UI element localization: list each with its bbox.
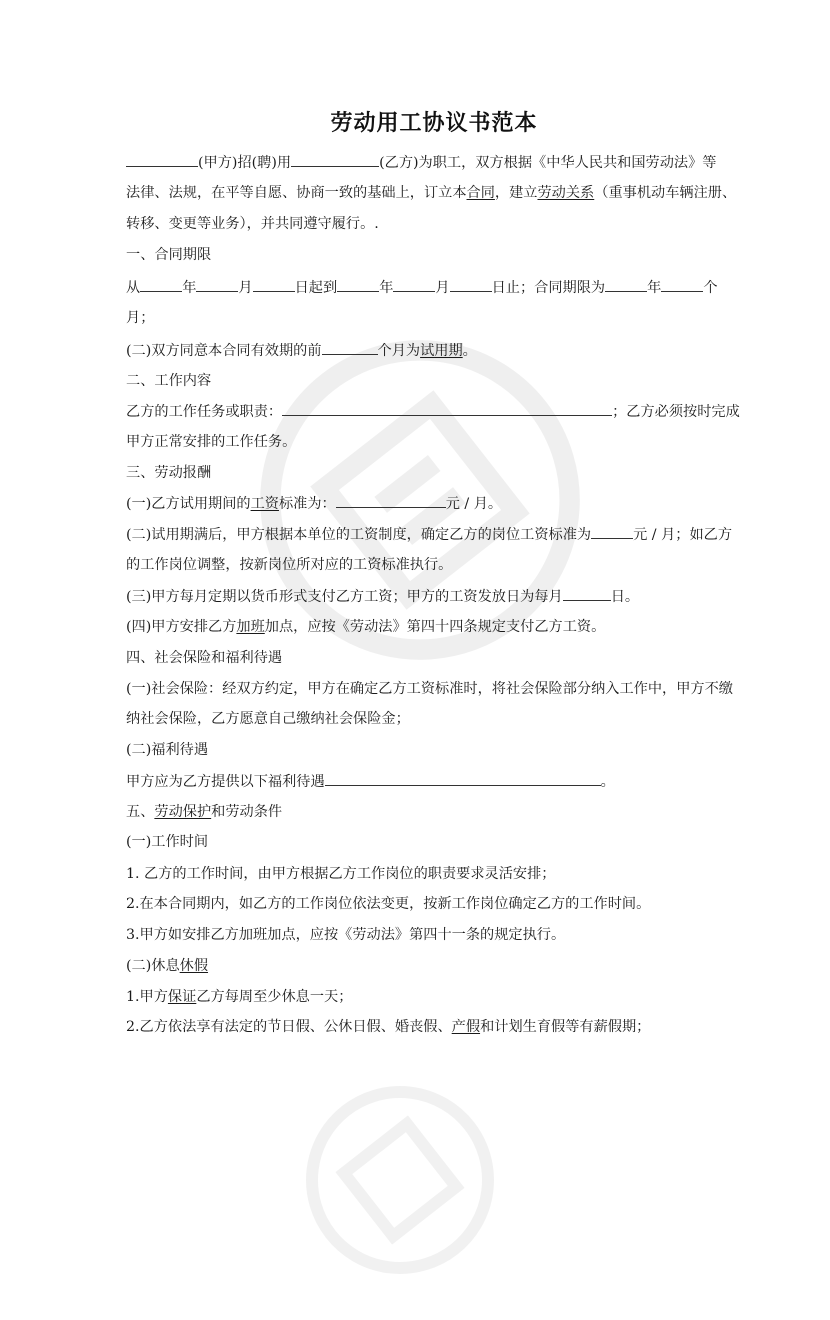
- text-line: [126, 308, 154, 328]
- text-run: (一)乙方试用期间的: [126, 496, 251, 512]
- underlined-term: 产假: [451, 1019, 481, 1035]
- text-line: [126, 586, 639, 607]
- text-run: 1. 乙方的工作时间，由甲方根据乙方工作岗位的职责要求灵活安排；: [126, 866, 556, 882]
- underlined-term: 合同: [466, 185, 495, 201]
- text-line: [126, 740, 208, 760]
- text-run: 甲方应为乙方提供以下福利待遇: [126, 774, 325, 790]
- fill-in-blank: [140, 277, 182, 292]
- text-line: [126, 617, 605, 637]
- fill-in-blank: [336, 493, 446, 508]
- fill-in-blank: [393, 277, 435, 292]
- underlined-term: 保证: [167, 989, 197, 1005]
- fill-in-blank: [591, 524, 633, 539]
- fill-in-blank: [337, 277, 379, 292]
- text-run: 二、工作内容: [126, 373, 212, 389]
- text-line: [126, 340, 477, 361]
- text-run: 。: [462, 343, 477, 359]
- section-heading: [126, 802, 282, 822]
- section-heading: [126, 648, 282, 668]
- text-line: [126, 1017, 650, 1037]
- text-run: 日止；合同期限为: [491, 280, 606, 296]
- fill-in-blank: [291, 152, 379, 167]
- text-run: (一)社会保险：经双方约定，甲方在确定乙方工资标准时，将社会保险部分纳入工作中，甲方不缴: [126, 681, 733, 697]
- text-run: 2.乙方依法享有法定的节日假、公休日假、婚丧假、: [126, 1019, 452, 1035]
- fill-in-blank: [563, 586, 611, 601]
- text-run: 日起到: [294, 280, 338, 296]
- text-line: [126, 214, 379, 234]
- text-run: 元 / 月；如乙方: [633, 527, 733, 543]
- text-run: 3.甲方如安排乙方加班加点，应按《劳动法》第四十一条的规定执行。: [126, 927, 566, 943]
- text-line: [126, 679, 733, 699]
- fill-in-blank: [282, 401, 612, 416]
- text-run: (二)福利待遇: [126, 742, 209, 758]
- text-run: 和计划生育假等有薪假期；: [480, 1019, 651, 1035]
- fill-in-blank: [450, 277, 492, 292]
- text-run: (二)双方同意本合同有效期的前: [126, 343, 322, 359]
- underlined-term: 休假: [179, 958, 209, 974]
- text-run: 年: [182, 280, 197, 296]
- section-heading: [126, 245, 211, 265]
- text-run: 年: [379, 280, 394, 296]
- text-run: (乙方)为职工，双方根据《中华人民共和国劳动法》等: [379, 155, 717, 171]
- text-line: [126, 432, 296, 452]
- text-line: [126, 493, 502, 514]
- text-run: 标准为：: [278, 496, 336, 512]
- text-line: [126, 152, 716, 173]
- text-run: 元 / 月。: [445, 496, 503, 512]
- text-run: 三、劳动报酬: [126, 465, 212, 481]
- text-run: (二)试用期满后，甲方根据本单位的工资制度，确定乙方的岗位工资标准为: [126, 527, 592, 543]
- text-run: 乙方的工作任务或职责：: [126, 404, 283, 420]
- text-line: [126, 771, 615, 792]
- fill-in-blank: [661, 277, 703, 292]
- text-run: 个: [703, 280, 718, 296]
- text-line: [126, 956, 208, 976]
- text-run: 月: [435, 280, 450, 296]
- text-run: 转移、变更等业务），并共同遵守履行。.: [126, 216, 379, 232]
- watermark-logo-bottom: [260, 1040, 541, 1320]
- section-heading: [126, 463, 211, 483]
- underlined-term: 试用期: [420, 343, 463, 359]
- fill-in-blank: [322, 340, 378, 355]
- text-line: [126, 925, 565, 945]
- text-line: [126, 832, 208, 852]
- text-run: 。: [600, 774, 615, 790]
- fill-in-blank: [126, 152, 198, 167]
- text-line: [126, 894, 650, 914]
- text-run: 法律、法规，在平等自愿、协商一致的基础上，订立本: [126, 185, 467, 201]
- text-line: [126, 277, 718, 298]
- text-run: ，建立: [494, 185, 538, 201]
- text-run: 从: [126, 280, 141, 296]
- text-run: ；乙方必须按时完成: [612, 404, 740, 420]
- text-run: 年: [647, 280, 662, 296]
- text-run: 月；: [126, 310, 155, 326]
- underlined-term: 加班: [236, 619, 265, 635]
- text-run: 的工作岗位调整，按新岗位所对应的工资标准执行。: [126, 557, 453, 573]
- text-run: (一)工作时间: [126, 834, 209, 850]
- text-run: 甲方正常安排的工作任务。: [126, 434, 297, 450]
- text-run: (四)甲方安排乙方: [126, 619, 237, 635]
- text-line: [126, 709, 410, 729]
- fill-in-blank: [325, 771, 601, 786]
- text-line: [126, 555, 452, 575]
- text-run: 乙方每周至少休息一天；: [196, 989, 353, 1005]
- underlined-term: 劳动保护: [154, 804, 212, 820]
- fill-in-blank: [253, 277, 295, 292]
- section-heading: [126, 371, 211, 391]
- text-run: 1.甲方: [126, 989, 168, 1005]
- fill-in-blank: [196, 277, 238, 292]
- text-run: 月: [238, 280, 253, 296]
- underlined-term: 工资: [250, 496, 279, 512]
- text-line: [126, 401, 740, 422]
- text-run: 和劳动条件: [211, 804, 283, 820]
- text-run: 纳社会保险，乙方愿意自己缴纳社会保险金；: [126, 711, 410, 727]
- text-run: (二)休息: [126, 958, 180, 974]
- text-run: (甲方)招(聘)用: [198, 155, 292, 171]
- text-line: [126, 183, 736, 203]
- text-run: （重事机动车辆注册、: [594, 185, 737, 201]
- text-run: 2.在本合同期内，如乙方的工作岗位依法变更，按新工作岗位确定乙方的工作时间。: [126, 896, 651, 912]
- text-line: [126, 864, 556, 884]
- text-run: 五、: [126, 804, 155, 820]
- text-line: [126, 524, 732, 545]
- text-run: 四、社会保险和福利待遇: [126, 650, 283, 666]
- text-line: [126, 987, 352, 1007]
- text-run: 个月为: [377, 343, 421, 359]
- text-run: 加点，应按《劳动法》第四十四条规定支付乙方工资。: [264, 619, 606, 635]
- text-run: (三)甲方每月定期以货币形式支付乙方工资；甲方的工资发放日为每月: [126, 589, 563, 605]
- document-title: 劳动用工协议书范本: [330, 110, 538, 136]
- underlined-term: 劳动关系: [537, 185, 595, 201]
- fill-in-blank: [605, 277, 647, 292]
- text-run: 日。: [610, 589, 640, 605]
- text-run: 一、合同期限: [126, 247, 212, 263]
